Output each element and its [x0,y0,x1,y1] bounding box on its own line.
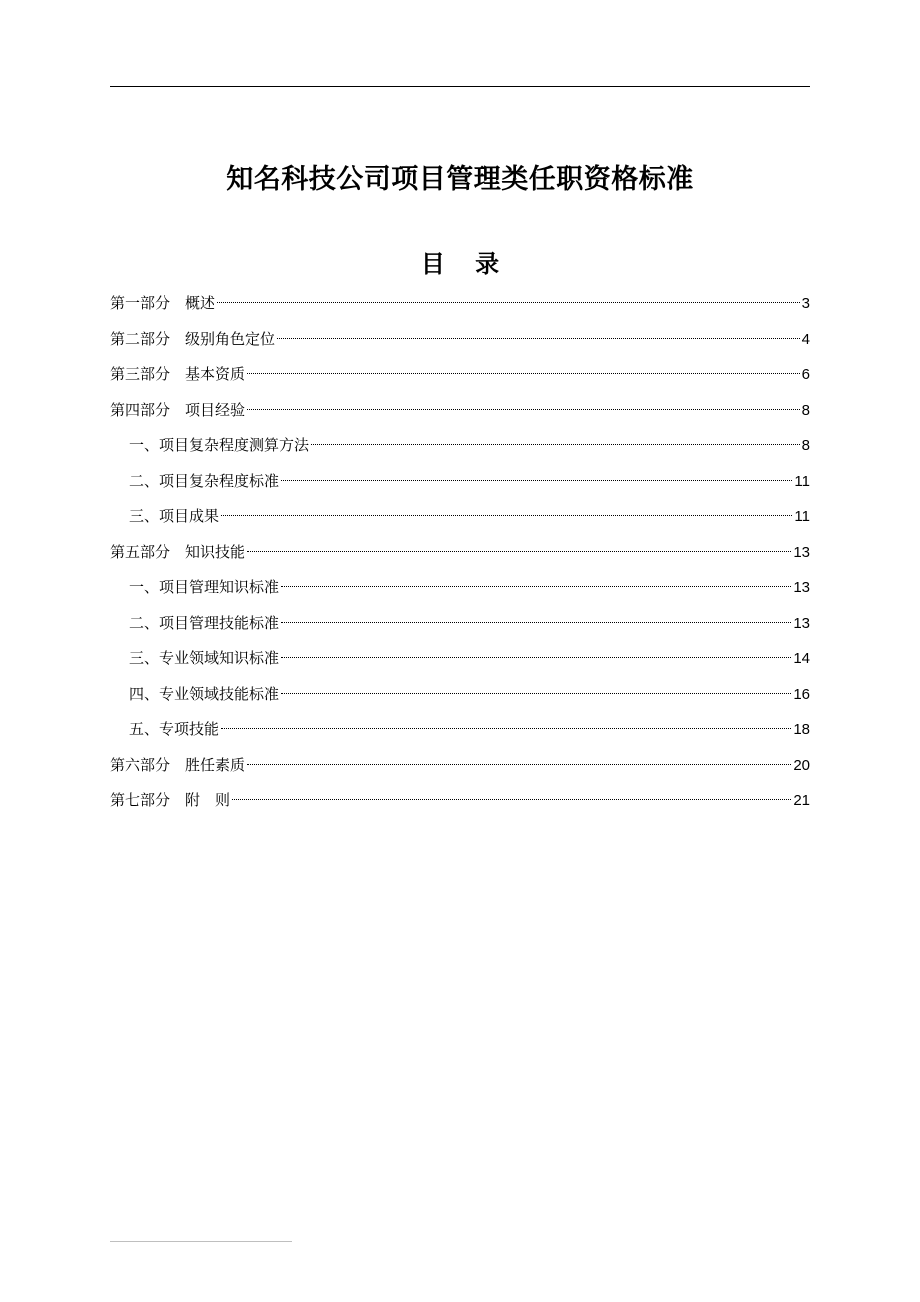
toc-page-number: 13 [793,543,810,561]
toc-page-number: 13 [793,614,810,632]
toc-dot-leader [281,480,792,481]
toc-entry[interactable] [110,678,810,714]
toc-dot-leader [217,302,800,303]
toc-dot-leader [277,338,800,339]
toc-entry-label: 三、专业领域知识标准 [129,649,280,667]
toc-entry[interactable] [110,607,810,643]
toc-dot-leader [281,657,791,658]
toc-entry[interactable] [110,536,810,572]
toc-entry[interactable] [110,571,810,607]
toc-page-number: 21 [793,792,810,809]
toc-entry[interactable] [110,642,810,678]
toc-page-number: 20 [793,756,810,774]
header-rule [110,86,810,87]
toc-page-number: 4 [801,330,810,348]
toc-dot-leader [281,586,791,587]
toc-entry[interactable] [110,358,810,394]
toc-entry[interactable] [110,749,810,785]
toc-entry-label: 第五部分 知识技能 [110,542,246,561]
toc-dot-leader [281,693,791,694]
toc-dot-leader [221,515,792,516]
toc-page-number: 16 [793,685,810,703]
toc-entry-label: 二、项目管理技能标准 [129,613,280,632]
toc-entry-label: 二、项目复杂程度标准 [129,471,280,490]
toc-dot-leader [247,373,800,374]
toc-page-number: 14 [793,650,810,667]
toc-entry-label: 一、项目管理知识标准 [129,578,280,596]
toc-entry-label: 第二部分 级别角色定位 [110,329,276,348]
toc-dot-leader [247,764,791,765]
footnote-rule [110,1241,292,1242]
toc-page-number: 11 [794,472,810,490]
toc-entry-label: 第七部分 附 则 [110,791,231,809]
table-of-contents [110,287,810,820]
toc-entry-label: 四、专业领域技能标准 [129,684,280,703]
toc-entry-label: 五、专项技能 [129,720,220,738]
toc-page-number: 3 [801,295,810,312]
toc-entry-label: 第四部分 项目经验 [110,400,246,419]
toc-entry[interactable] [110,429,810,465]
toc-page-number: 18 [793,721,810,738]
toc-entry[interactable] [110,465,810,501]
toc-dot-leader [221,728,791,729]
toc-entry[interactable] [110,500,810,536]
toc-entry-label: 第三部分 基本资质 [110,365,246,383]
toc-page-number: 8 [801,437,810,454]
toc-dot-leader [311,444,800,445]
toc-page-number: 8 [801,401,810,419]
toc-entry-label: 一、项目复杂程度测算方法 [129,436,310,454]
toc-entry[interactable] [110,394,810,430]
toc-entry[interactable] [110,287,810,323]
toc-entry-label: 第一部分 概述 [110,294,216,312]
document-title: 知名科技公司项目管理类任职资格标准 [226,164,694,195]
toc-heading: 目 录 [420,250,500,278]
toc-page-number: 11 [794,508,810,525]
toc-dot-leader [232,799,791,800]
toc-entry[interactable] [110,784,810,820]
toc-dot-leader [247,551,791,552]
toc-entry-label: 第六部分 胜任素质 [110,755,246,774]
toc-entry[interactable] [110,323,810,359]
toc-page-number: 6 [801,366,810,383]
toc-dot-leader [281,622,791,623]
toc-entry-label: 三、项目成果 [129,507,220,525]
toc-dot-leader [247,409,800,410]
toc-page-number: 13 [793,579,810,596]
toc-entry[interactable] [110,713,810,749]
